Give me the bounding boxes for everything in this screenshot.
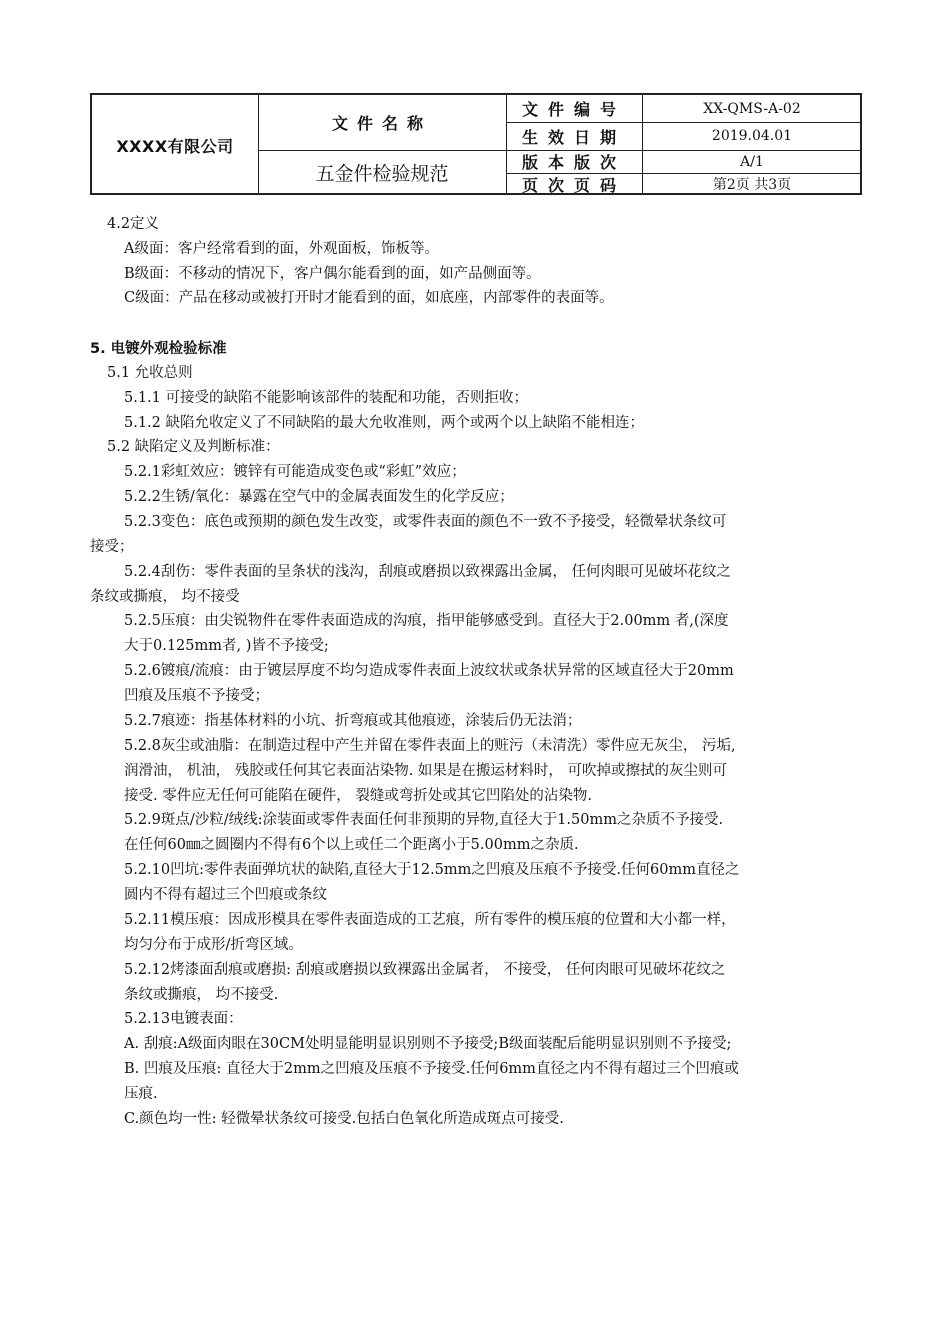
body-line: B. 凹痕及压痕: 直径大于2mm之凹痕及压痕不予接受.任何6mm直径之内不得有超过三个凹痕或 bbox=[124, 1061, 739, 1077]
body-line: 5.2.7痕迹：指基体材料的小坑、折弯痕或其他痕迹，涂装后仍无法消； bbox=[124, 713, 582, 729]
company-name: XXXX有限公司 bbox=[116, 136, 234, 156]
body-line: 5.2.12烤漆面刮痕或磨损: 刮痕或磨损以致裸露出金属者， 不接受， 任何肉眼可见破坏花纹之 bbox=[124, 962, 726, 978]
body-line: B级面：不移动的情况下，客户偶尔能看到的面，如产品侧面等。 bbox=[124, 266, 541, 282]
body-line: 接受； bbox=[90, 539, 134, 555]
page-value: 第2页 共3页 bbox=[712, 177, 792, 193]
document-header-table bbox=[90, 93, 862, 195]
body-line: 5.2.10凹坑:零件表面弹坑状的缺陷,直径大于12.5mm之凹痕及压痕不予接受.任何60mm直径之 bbox=[124, 862, 740, 878]
doc-number-value: XX-QMS-A-02 bbox=[703, 100, 801, 117]
body-line: 凹痕及压痕不予接受； bbox=[124, 688, 269, 704]
body-line: 压痕. bbox=[124, 1086, 158, 1102]
doc-name-label: 文件名称 bbox=[331, 114, 432, 133]
body-line: 5.2.9斑点/沙粒/绒线:涂装面或零件表面任何非预期的异物,直径大于1.50mm之杂质不予接受. bbox=[124, 812, 724, 828]
body-line: 5.1.1 可接受的缺陷不能影响该部件的装配和功能，否则拒收； bbox=[124, 390, 529, 406]
body-line: 5.2.2生锈/氧化：暴露在空气中的金属表面发生的化学反应； bbox=[124, 489, 514, 505]
doc-title: 五金件检验规范 bbox=[315, 163, 449, 185]
subsection-heading: 5.1 允收总则 bbox=[107, 365, 193, 381]
section-heading: 5. 电镀外观检验标准 bbox=[90, 341, 227, 357]
version-label: 版本版次 bbox=[521, 153, 626, 172]
effective-date-value: 2019.04.01 bbox=[711, 128, 793, 144]
body-line: 接受. 零件应无任何可能陷在硬件， 裂缝或弯折处或其它凹陷处的沾染物. bbox=[124, 788, 592, 804]
body-line: 5.2.6镀痕/流痕：由于镀层厚度不均匀造成零件表面上波纹状或条状异常的区域直径大于20mm bbox=[124, 663, 734, 679]
body-line: 5.2.13电镀表面： bbox=[124, 1011, 243, 1027]
body-line: A级面：客户经常看到的面，外观面板，饰板等。 bbox=[124, 241, 439, 257]
body-line: 条纹或撕痕， 均不接受. bbox=[124, 987, 279, 1003]
doc-number-label: 文件编号 bbox=[521, 100, 626, 119]
version-value: A/1 bbox=[740, 153, 764, 170]
body-line: 圆内不得有超过三个凹痕或条纹 bbox=[124, 887, 327, 903]
subsection-heading: 5.2 缺陷定义及判断标准： bbox=[107, 439, 280, 455]
body-line: 大于0.125mm者, )皆不予接受; bbox=[124, 638, 329, 654]
body-line: 在任何60㎜之圆圈内不得有6个以上或任二个距离小于5.00mm之杂质. bbox=[124, 837, 579, 853]
body-line: 润滑油， 机油， 残胶或任何其它表面沾染物. 如果是在搬运材料时， 可吹掉或擦拭的灰尘则可 bbox=[124, 763, 728, 779]
body-line: 条纹或撕痕， 均不接受 bbox=[90, 589, 240, 605]
body-line: C.颜色均一性: 轻微晕状条纹可接受.包括白色氧化所造成斑点可接受. bbox=[124, 1111, 564, 1127]
body-line: 5.2.1彩虹效应：镀锌有可能造成变色或“彩虹”效应； bbox=[124, 464, 466, 480]
body-line: 5.1.2 缺陷允收定义了不同缺陷的最大允收准则，两个或两个以上缺陷不能相连； bbox=[124, 415, 645, 431]
section-heading: 4.2定义 bbox=[107, 216, 160, 232]
body-line: 5.2.11模压痕：因成形模具在零件表面造成的工艺痕，所有零件的模压痕的位置和大小都一样， bbox=[124, 912, 736, 928]
page-label: 页次页码 bbox=[521, 175, 626, 195]
effective-date-label: 生效日期 bbox=[521, 127, 626, 147]
body-line: C级面：产品在移动或被打开时才能看到的面，如底座，内部零件的表面等。 bbox=[124, 290, 614, 306]
body-line: A. 刮痕:A级面肉眼在30CM处明显能明显识别则不予接受;B级面装配后能明显识别则不予接受; bbox=[124, 1036, 732, 1052]
body-line: 5.2.3变色：底色或预期的颜色发生改变，或零件表面的颜色不一致不予接受，轻微晕状条纹可 bbox=[124, 514, 727, 530]
body-line: 5.2.4刮伤：零件表面的呈条状的浅沟，刮痕或磨损以致裸露出金属， 任何肉眼可见破坏花纹之 bbox=[124, 564, 731, 580]
body-line: 均匀分布于成形/折弯区域。 bbox=[124, 937, 303, 953]
body-line: 5.2.8灰尘或油脂：在制造过程中产生并留在零件表面上的赃污（未清洗）零件应无灰尘， 污垢, bbox=[124, 738, 736, 754]
body-line: 5.2.5压痕：由尖锐物件在零件表面造成的沟痕，指甲能够感受到。直径大于2.00mm 者,(深度 bbox=[124, 613, 729, 629]
